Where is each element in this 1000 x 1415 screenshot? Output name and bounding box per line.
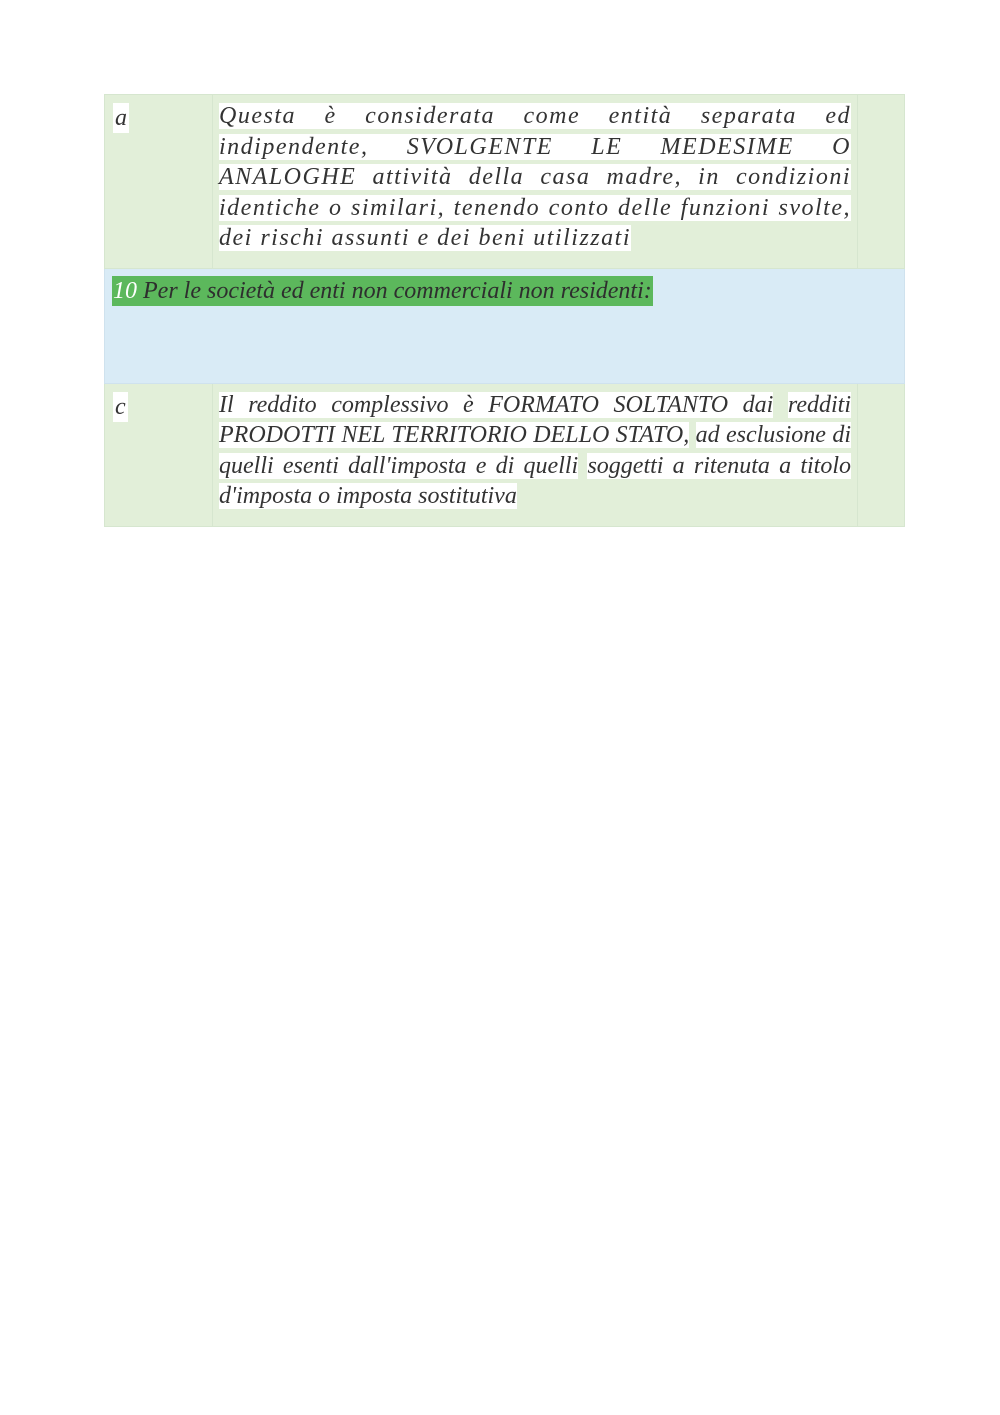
answer-text-cell (213, 95, 858, 269)
answer-text-line: identiche o similari, tenendo conto delle funzioni svolte, (219, 194, 851, 221)
question-highlight (112, 276, 653, 306)
answer-text-line: Questa è considerata come entità separata ed (219, 103, 851, 129)
empty-cell (858, 95, 905, 269)
answer-text-line: ad esclusione di quelli esenti dall'imposta e di quelli (219, 422, 851, 479)
answer-text (219, 101, 851, 254)
answer-letter: c (115, 393, 126, 420)
quiz-table (104, 94, 905, 527)
question-number: 10 (113, 277, 137, 304)
empty-cell (858, 383, 905, 526)
answer-text-line: dei rischi assunti e dei beni utilizzati (219, 225, 631, 251)
answer-text-line: ANALOGHE attività della casa madre, in condizioni (219, 164, 851, 190)
answer-row-a (105, 95, 905, 269)
answer-letter: a (115, 105, 127, 131)
answer-text-line: Il reddito complessivo è FORMATO SOLTANTO dai (219, 391, 774, 418)
question-cell (105, 268, 905, 383)
answer-text-line: indipendente, SVOLGENTE LE MEDESIME O (219, 133, 851, 160)
answer-text-line: redditi PRODOTTI NEL TERRITORIO DELLO STATO, (219, 391, 851, 448)
answer-text (219, 390, 851, 512)
question-row (105, 268, 905, 383)
answer-text-cell (213, 383, 858, 526)
answer-row-c (105, 383, 905, 526)
answer-letter-cell (105, 383, 213, 526)
answer-letter-cell (105, 95, 213, 269)
question-text: Per le società ed enti non commerciali non residenti: (143, 277, 652, 304)
answer-text-line: soggetti a ritenuta a titolo d'imposta o imposta sostitutiva (219, 452, 852, 509)
